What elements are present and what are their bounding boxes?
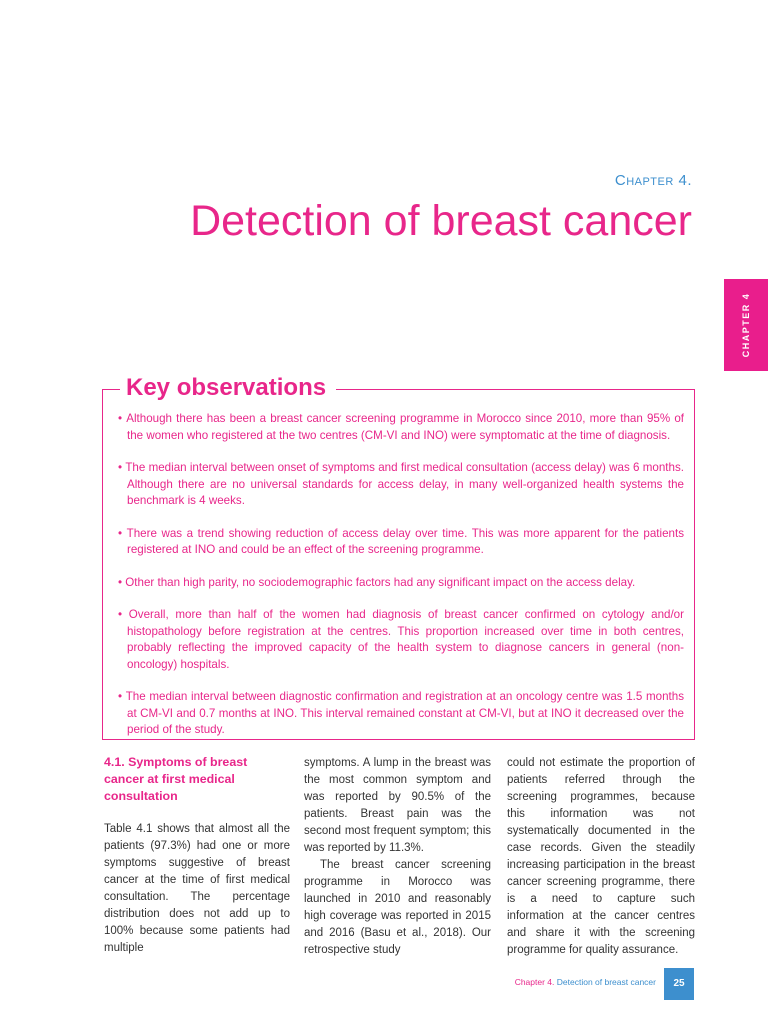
list-item: • There was a trend showing reduction of access delay over time. This was more apparent for the patients registered at INO and could be an effect of the screening programme. (118, 526, 684, 559)
section-heading: 4.1. Symptoms of breast cancer at first medical consultation (104, 755, 248, 803)
paragraph: symptoms. A lump in the breast was the most common symptom and was reported by 90.5% of the patients. Breast pain was the second most frequent symptom; this was reported by 11.3%. (304, 757, 491, 854)
side-tab-label: CHAPTER 4 (741, 292, 751, 358)
running-footer (515, 977, 656, 987)
footer-title: Detection of breast cancer (556, 977, 656, 987)
list-item: • Overall, more than half of the women had diagnosis of breast cancer confirmed on cytology and/or histopathology before registration at the centres. This proportion increased over time in both centres, probably reflecting the improved capacity of the health system to diagnose cancers in general (non-oncology) hospitals. (118, 607, 684, 673)
list-item: • Although there has been a breast cancer screening programme in Morocco since 2010, more than 95% of the women who registered at the two centres (CM-VI and INO) were symptomatic at the time of diagnosis. (118, 411, 684, 444)
body-column-1 (104, 821, 290, 957)
paragraph: could not estimate the proportion of patients referred through the screening programmes, because this information was not systematically documented in the case records. Given the steadily increasing participation in the breast cancer screening programme, there is a need to capture such information at the cancer centres and share it with the screening programme for quality assurance. (507, 757, 695, 956)
chapter-label: Chapter 4. (614, 172, 692, 189)
paragraph: Table 4.1 shows that almost all the patients (97.3%) had one or more symptoms suggestive of breast cancer at the time of first medical consultation. The percentage distribution does not add up to 100% because some patients had multiple (104, 823, 290, 954)
list-item: • Other than high parity, no sociodemographic factors had any significant impact on the access delay. (118, 575, 684, 592)
list-item: • The median interval between diagnostic confirmation and registration at an oncology centre was 1.5 months at CM-VI and 0.7 months at INO. This interval remained constant at CM-VI, but at INO it decreased over the period of the study. (118, 689, 684, 739)
paragraph: The breast cancer screening programme in Morocco was launched in 2010 and reasonably high coverage was reported in 2015 and 2016 (Basu et al., 2018). Our retrospective study (304, 859, 491, 956)
page-title: Detection of breast cancer (190, 197, 692, 245)
chapter-side-tab (724, 279, 768, 371)
key-observations-heading: Key observations (120, 371, 336, 405)
key-observations-list (118, 411, 684, 755)
list-item: • The median interval between onset of symptoms and first medical consultation (access delay) was 6 months. Although there are no universal standards for access delay, in many well-organized health systems the benchmark is 4 weeks. (118, 460, 684, 510)
page-number: 25 (664, 968, 694, 1000)
body-column-3 (507, 755, 695, 959)
body-column-2 (304, 755, 491, 959)
footer-chapter: Chapter 4. (514, 977, 555, 987)
